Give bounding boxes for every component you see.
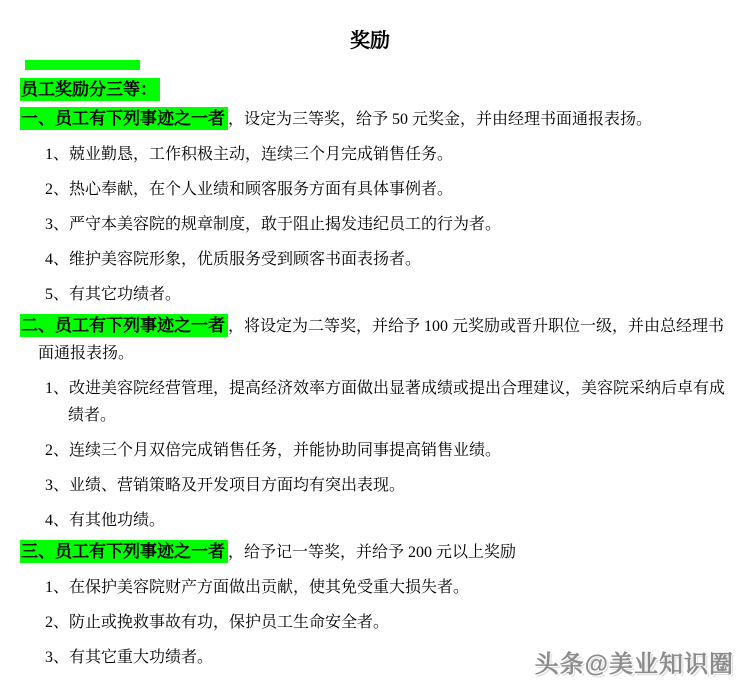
section-first-grade: [0, 105, 740, 308]
watermark: 头条@美业知识圈: [534, 651, 734, 678]
list-item: 1、在保护美容院财产方面做出贡献，使其免受重大损失者。: [45, 579, 470, 596]
intro-line: [20, 78, 720, 101]
list-item: 3、业绩、营销策略及开发项目方面均有突出表现。: [45, 477, 406, 494]
section-heading-highlight: 二、员工有下列事迹之一者: [20, 314, 228, 337]
list-item: 1、兢业勤恳，工作积极主动，连续三个月完成销售任务。: [45, 146, 454, 163]
list-item: 3、有其它重大功绩者。: [45, 649, 214, 666]
section-heading-highlight: 三、员工有下列事迹之一者: [20, 540, 228, 563]
list-item: 3、严守本美容院的规章制度，敢于阻止揭发违纪员工的行为者。: [45, 216, 502, 233]
list-item: 2、防止或挽救事故有功，保护员工生命安全者。: [45, 614, 390, 631]
section-heading-rest: ，给予记一等奖，并给予 200 元以上奖励: [228, 544, 517, 561]
section-heading: [20, 538, 726, 566]
intro-highlight: 员工奖励分三等：: [20, 78, 160, 101]
list-item: 2、连续三个月双倍完成销售任务，并能协助同事提高销售业绩。: [45, 442, 502, 459]
list-item: 4、有其他功绩。: [45, 512, 166, 529]
list-item: 2、热心奉献，在个人业绩和顾客服务方面有具体事例者。: [45, 181, 454, 198]
list-item: 1、改进美容院经营管理，提高经济效率方面做出显著成绩或提出合理建议，美容院采纳后卓有成绩者。: [45, 380, 726, 424]
page-title: 奖励: [350, 30, 390, 52]
section-heading: [20, 312, 726, 367]
section-second-grade: [0, 312, 740, 534]
section-heading: [20, 105, 726, 133]
section-heading-rest: ，设定为三等奖，给予 50 元奖金，并由经理书面通报表扬。: [228, 111, 653, 128]
section-heading-rest: ，将设定为二等奖，并给予 100 元奖励或晋升职位一级，并由总经理书面通报表扬。: [38, 318, 725, 362]
section-heading-highlight: 一、员工有下列事迹之一者: [20, 107, 228, 130]
highlighted-blank-line: [25, 60, 140, 70]
list-item: 5、有其它功绩者。: [45, 286, 182, 303]
list-item: 4、维护美容院形象，优质服务受到顾客书面表扬者。: [45, 251, 422, 268]
